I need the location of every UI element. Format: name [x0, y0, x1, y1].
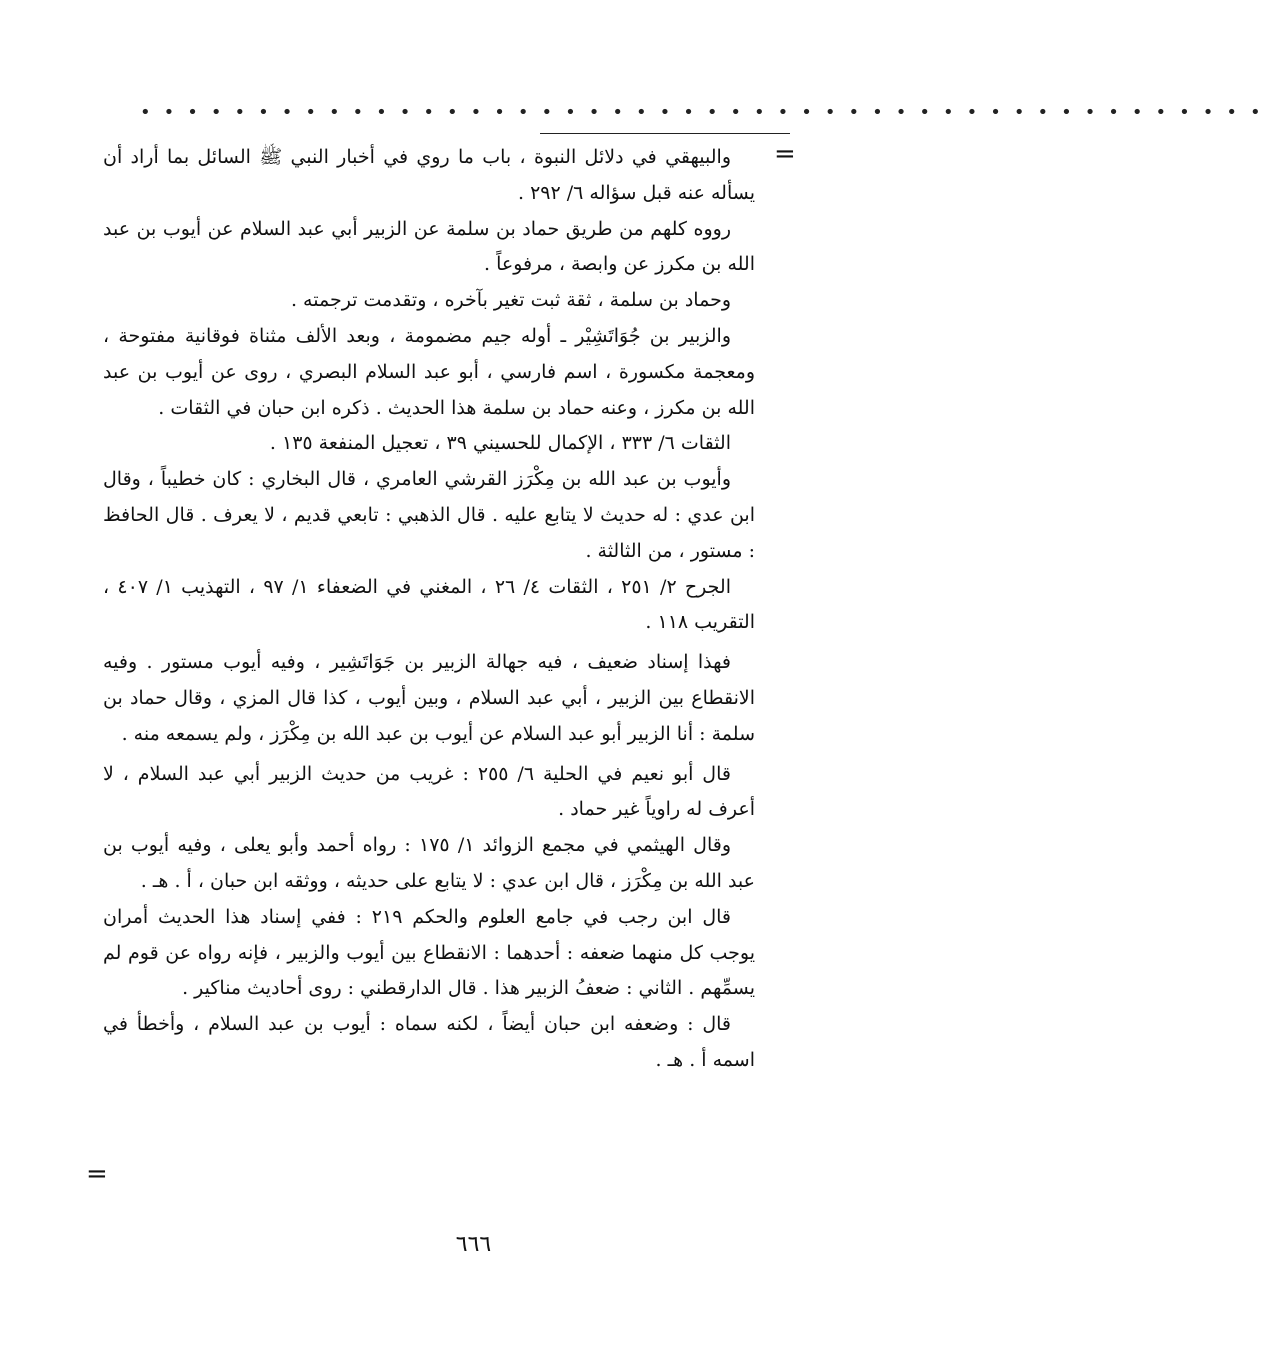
paragraph: وأيوب بن عبد الله بن مِكْرَز القرشي العامري ، قال البخاري : كان خطيباً ، وقال ابن عدي : له حديث لا يتابع عليه . قال الذهبي : تابعي قديم ، لا يعرف . قال الحافظ : مستور ، من الثالثة . [103, 468, 755, 562]
continuation-mark-bottom: = [86, 1159, 108, 1189]
paragraph: فهذا إسناد ضعيف ، فيه جهالة الزبير بن جَوَاتَشِير ، وفيه أيوب مستور . وفيه الانقطاع بين الزبير ، أبي عبد السلام ، وبين أيوب ، كذا قال المزي ، وقال حماد بن سلمة : أنا الزبير أبو عبد السلام عن أيوب بن عبد الله بن مِكْرَز ، ولم يسمعه منه . [103, 651, 755, 745]
footnote-rule [540, 133, 790, 134]
continuation-mark-top: = [774, 139, 796, 169]
paragraph: وحماد بن سلمة ، ثقة ثبت تغير بآخره ، وتقدمت ترجمته . [290, 289, 731, 312]
footnote-body [103, 140, 755, 1079]
paragraph: قال ابن رجب في جامع العلوم والحكم ٢١٩ : ففي إسناد هذا الحديث أمران يوجب كل منهما ضعفه : أحدهما : الانقطاع بين أيوب والزبير ، فإنه رواه عن قوم لم يسمِّهم . الثاني : ضعفُ الزبير هذا . قال الدارقطني : روى أحاديث مناكير . [103, 905, 755, 1000]
paragraph: والزبير بن جُوَاتَشِيْر ـ أوله جيم مضمومة ، وبعد الألف مثناة فوقانية مفتوحة ، ومعجمة مكسورة ، اسم فارسي ، أبو عبد السلام البصري ، روى عن أيوب بن عبد الله بن مكرز ، وعنه حماد بن سلمة هذا الحديث . ذكره ابن حبان في الثقات . [103, 324, 755, 419]
paragraph: قال أبو نعيم في الحلية ٦/ ٢٥٥ : غريب من حديث الزبير أبي عبد السلام ، لا أعرف له راوياً غير حماد . [103, 762, 755, 821]
paragraph: والبيهقي في دلائل النبوة ، باب ما روي في أخبار النبي ﷺ السائل بما أراد أن يسأله عنه قبل سؤاله ٦/ ٢٩٢ . [103, 146, 755, 204]
paragraph: الثقات ٦/ ٣٣٣ ، الإكمال للحسيني ٣٩ ، تعجيل المنفعة ١٣٥ . [269, 432, 731, 455]
paragraph: وقال الهيثمي في مجمع الزوائد ١/ ١٧٥ : رواه أحمد وأبو يعلى ، وفيه أيوب بن عبد الله بن مِكْرَز ، قال ابن عدي : لا يتابع على حديثه ، ووثقه ابن حبان ، أ . هـ . [103, 834, 755, 892]
paragraph: قال : وضعفه ابن حبان أيضاً ، لكنه سماه : أيوب بن عبد السلام ، وأخطأ في اسمه أ . هـ . [103, 1013, 755, 1071]
dotted-separator: •••••••••••••••••••••••••••••••••••••••••••••••• [140, 102, 1274, 123]
paragraph: الجرح ٢/ ٢٥١ ، الثقات ٤/ ٢٦ ، المغني في الضعفاء ١/ ٩٧ ، التهذيب ١/ ٤٠٧ ، التقريب ١١٨ . [103, 575, 755, 634]
page-number: ٦٦٦ [455, 1232, 492, 1257]
paragraph: رووه كلهم من طريق حماد بن سلمة عن الزبير أبي عبد السلام عن أيوب بن عبد الله بن مكرز عن وابصة ، مرفوعاً . [103, 217, 755, 276]
